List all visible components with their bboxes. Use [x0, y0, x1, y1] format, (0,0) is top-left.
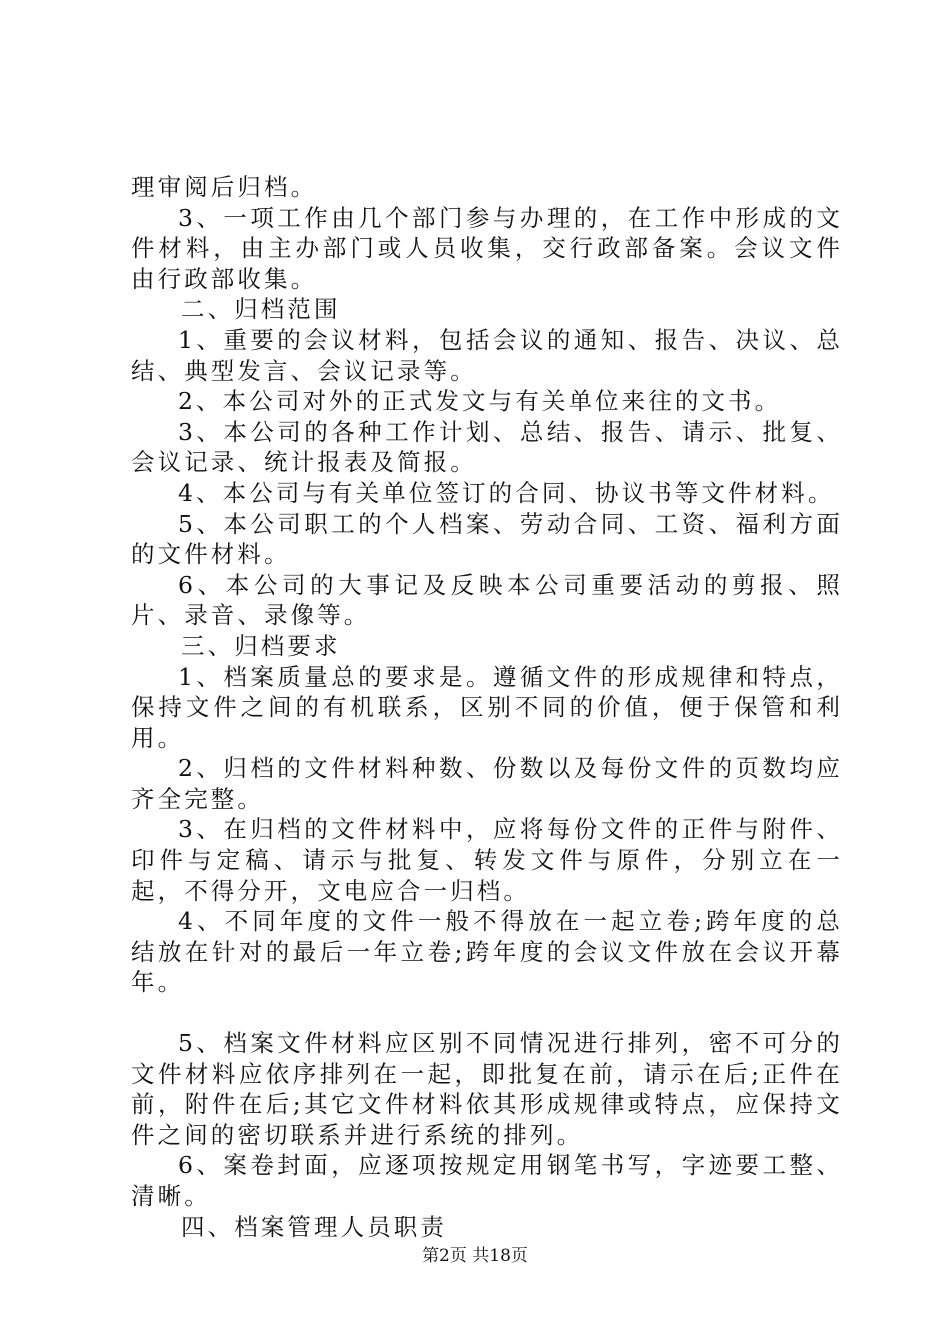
paragraph-requirement-item-6: 6、案卷封面，应逐项按规定用钢笔书写，字迹要工整、清晰。: [131, 1151, 843, 1210]
document-body: [131, 172, 843, 1242]
section-heading-archive-scope: 二、归档范围: [181, 295, 341, 324]
section-heading-archive-requirements: 三、归档要求: [181, 631, 341, 660]
section-heading-archivist-duties: 四、档案管理人员职责: [181, 1212, 447, 1241]
paragraph-scope-item-1: 1、重要的会议材料，包括会议的通知、报告、决议、总结、典型发言、会议记录等。: [131, 325, 843, 385]
paragraph-item-3-collection: 3、一项工作由几个部门参与办理的，在工作中形成的文件材料，由主办部门或人员收集，交行政部备案。会议文件由行政部收集。: [131, 203, 843, 293]
paragraph-scope-item-2: 2、本公司对外的正式发文与有关单位来往的文书。: [178, 387, 782, 416]
paragraph-requirement-item-3: 3、在归档的文件材料中，应将每份文件的正件与附件、印件与定稿、请示与批复、转发文件与原件，分别立在一起，不得分开，文电应合一归档。: [131, 815, 843, 905]
paragraph-scope-item-6: 6、本公司的大事记及反映本公司重要活动的剪报、照片、录音、录像等。: [131, 570, 843, 630]
paragraph-scope-item-3: 3、本公司的各种工作计划、总结、报告、请示、批复、会议记录、统计报表及简报。: [131, 417, 843, 477]
paragraph-continuation: 理审阅后归档。: [131, 173, 318, 201]
paragraph-requirement-item-4: 4、不同年度的文件一般不得放在一起立卷;跨年度的总结放在针对的最后一年立卷;跨年度的会议文件放在会议开幕年。: [131, 907, 843, 997]
paragraph-scope-item-5: 5、本公司职工的个人档案、劳动合同、工资、福利方面的文件材料。: [131, 509, 843, 569]
paragraph-requirement-item-1: 1、档案质量总的要求是。遵循文件的形成规律和特点，保持文件之间的有机联系，区别不同的价值，便于保管和利用。: [131, 662, 843, 752]
paragraph-scope-item-4: 4、本公司与有关单位签订的合同、协议书等文件材料。: [178, 478, 835, 507]
paragraph-requirement-item-2: 2、归档的文件材料种数、份数以及每份文件的页数均应齐全完整。: [131, 754, 843, 813]
page-number-footer: 第2页 共18页: [422, 1246, 528, 1266]
paragraph-requirement-item-5: 5、档案文件材料应区别不同情况进行排列，密不可分的文件材料应依序排列在一起，即批复在前，请示在后;正件在前，附件在后;其它文件材料依其形成规律或特点，应保持文件之间的密切联系并进行系统的排列。: [131, 1029, 843, 1149]
